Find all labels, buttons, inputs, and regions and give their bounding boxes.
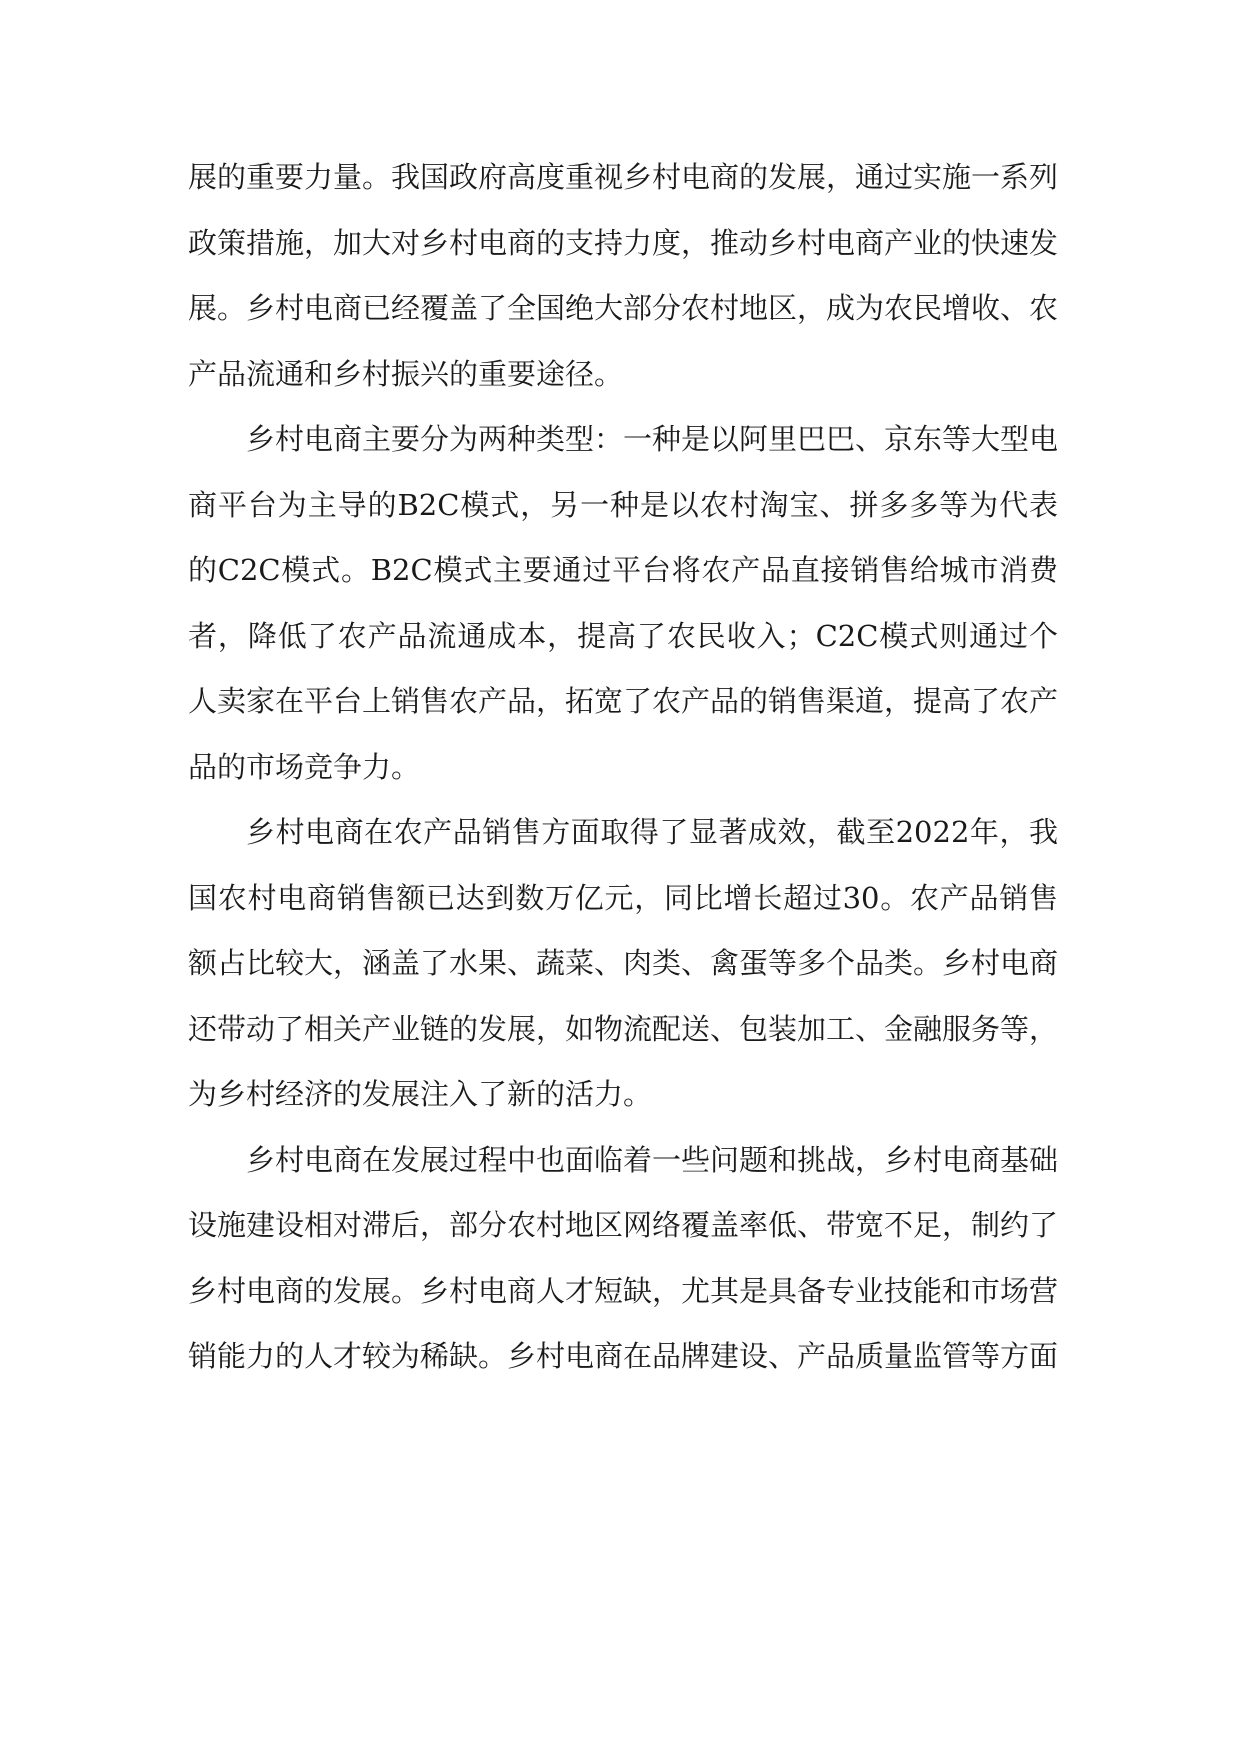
- paragraph-ecommerce-types: 乡村电商主要分为两种类型：一种是以阿里巴巴、京东等大型电商平台为主导的B2C模式，另一种是以农村淘宝、拼多多等为代表的C2C模式。B2C模式主要通过平台将农产品直接销售给城市消费者，降低了农产品流通成本，提高了农民收入；C2C模式则通过个人卖家在平台上销售农产品，拓宽了农产品的销售渠道，提高了农产品的市场竞争力。: [188, 422, 1059, 784]
- paragraph-continued: 展的重要力量。我国政府高度重视乡村电商的发展，通过实施一系列政策措施，加大对乡村电商的支持力度，推动乡村电商产业的快速发展。乡村电商已经覆盖了全国绝大部分农村地区，成为农民增收、农产品流通和乡村振兴的重要途径。: [188, 160, 1059, 391]
- document-body: [188, 145, 1058, 1390]
- paragraph-sales-results: 乡村电商在农产品销售方面取得了显著成效，截至2022年，我国农村电商销售额已达到数万亿元，同比增长超过30。农产品销售额占比较大，涵盖了水果、蔬菜、肉类、禽蛋等多个品类。乡村电商还带动了相关产业链的发展，如物流配送、包装加工、金融服务等，为乡村经济的发展注入了新的活力。: [188, 815, 1059, 1111]
- paragraph-challenges: 乡村电商在发展过程中也面临着一些问题和挑战，乡村电商基础设施建设相对滞后，部分农村地区网络覆盖率低、带宽不足，制约了乡村电商的发展。乡村电商人才短缺，尤其是具备专业技能和市场营销能力的人才较为稀缺。乡村电商在品牌建设、产品质量监管等方面: [188, 1142, 1059, 1373]
